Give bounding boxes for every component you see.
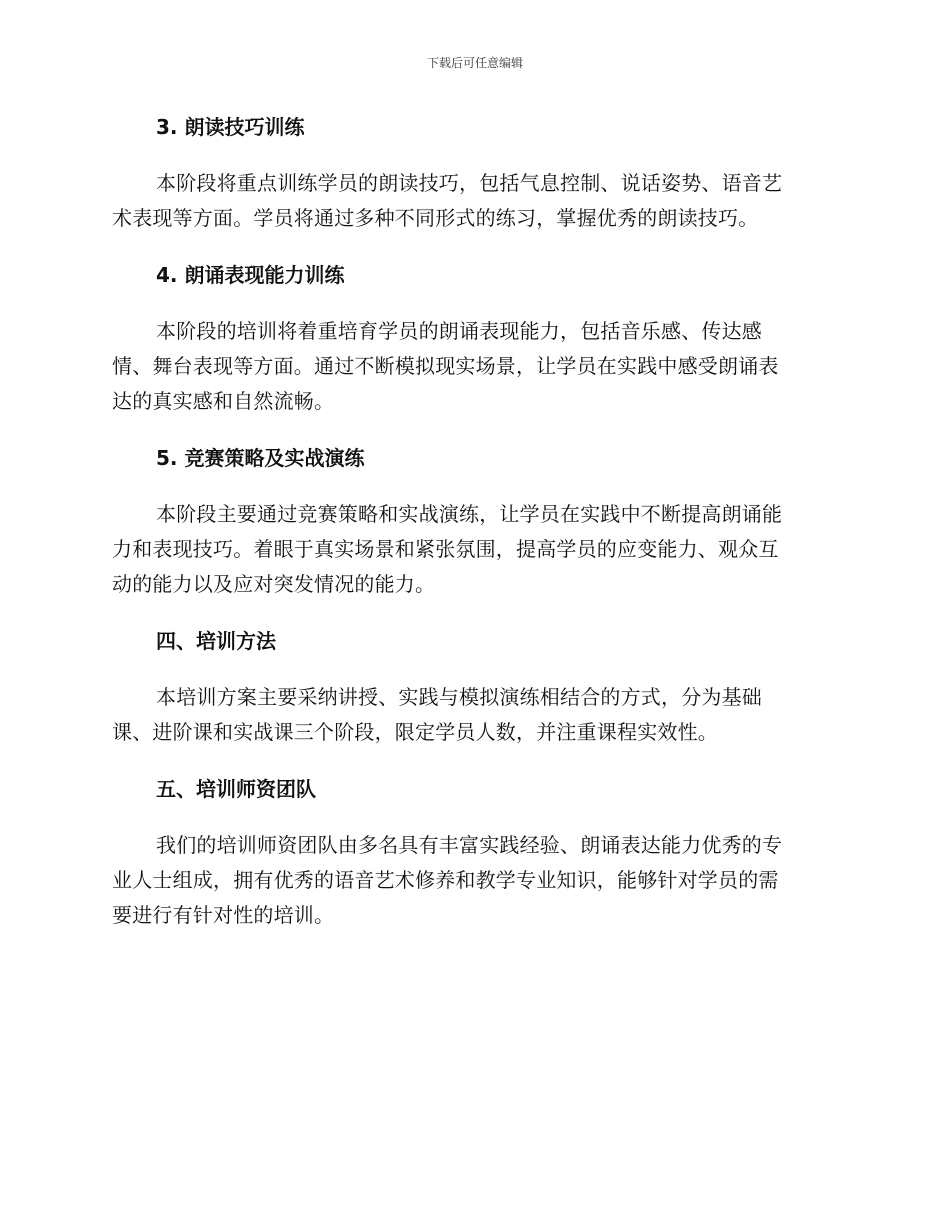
paragraph-line: 我们的培训师资团队由多名具有丰富实践经验、朗诵表达能力优秀的专 [156,833,783,857]
section-heading-3: 3. 朗读技巧训练 [156,115,305,139]
paragraph-line: 本阶段的培训将着重培育学员的朗诵表现能力，包括音乐感、传达感 [156,319,762,343]
section-heading-training-methods: 四、培训方法 [156,629,276,653]
paragraph-line: 本阶段将重点训练学员的朗读技巧，包括气息控制、说话姿势、语音艺 [156,171,783,195]
section-paragraph-teaching-team [112,828,832,933]
section-heading-teaching-team: 五、培训师资团队 [156,777,316,801]
section-paragraph-4 [112,314,832,419]
section-heading-4: 4. 朗诵表现能力训练 [156,263,345,287]
paragraph-line: 达的真实感和自然流畅。 [112,389,335,413]
paragraph-line: 力和表现技巧。着眼于真实场景和紧张氛围，提高学员的应变能力、观众互 [112,537,779,561]
paragraph-line: 术表现等方面。学员将通过多种不同形式的练习，掌握优秀的朗读技巧。 [112,206,759,230]
paragraph-line: 本培训方案主要采纳讲授、实践与模拟演练相结合的方式，分为基础 [156,685,762,709]
paragraph-line: 业人士组成，拥有优秀的语音艺术修养和教学专业知识，能够针对学员的需 [112,868,779,892]
document-body [112,110,832,955]
page-header: 下载后可任意编辑 [426,56,523,70]
section-paragraph-5 [112,497,832,602]
paragraph-line: 课、进阶课和实战课三个阶段，限定学员人数，并注重课程实效性。 [112,720,718,744]
paragraph-line: 本阶段主要通过竞赛策略和实战演练，让学员在实践中不断提高朗诵能 [156,502,783,526]
section-paragraph-3 [112,166,832,236]
section-paragraph-training-methods [112,680,832,750]
section-heading-5: 5. 竞赛策略及实战演练 [156,446,365,470]
paragraph-line: 要进行有针对性的培训。 [112,903,335,927]
paragraph-line: 动的能力以及应对突发情况的能力。 [112,572,436,596]
paragraph-line: 情、舞台表现等方面。通过不断模拟现实场景，让学员在实践中感受朗诵表 [112,354,779,378]
